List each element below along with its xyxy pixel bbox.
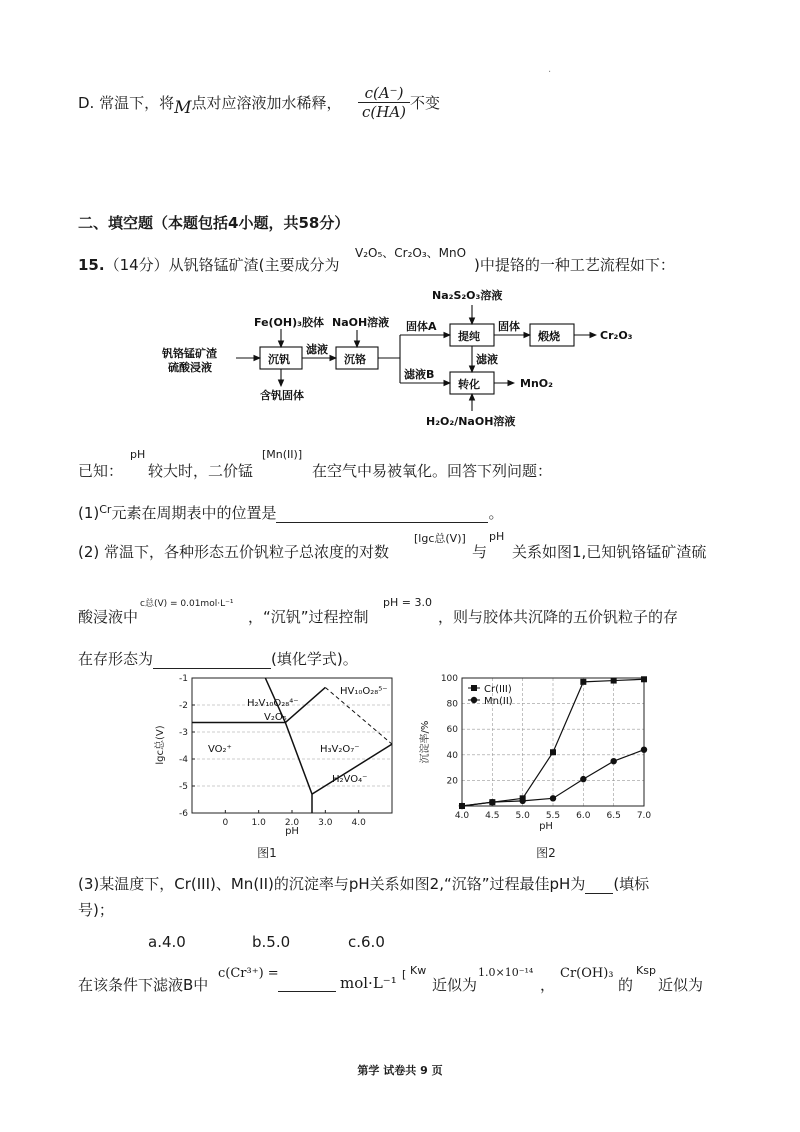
feed-line1: 钒铬锰矿渣 [162,347,217,360]
region-v2o5: V₂O₅ [264,712,287,723]
q2-line3-head: 在存形态为 [78,650,154,668]
box-convert-label: 转化 [458,378,480,391]
known-prefix: 已知： [78,462,124,480]
section-heading: 二、填空题（本题包括4小题，共58分） [78,214,350,232]
q15-points: （14分）从钒铬锰矿渣(主要成分为 [104,256,340,274]
q3-unit: mol·L⁻¹ [340,974,397,992]
q15-line [78,254,340,275]
fig2-ytick-label: 60 [446,725,458,736]
q2-answer-blank[interactable] [153,652,271,669]
fig2-xtick-label: 6.0 [576,811,591,821]
q1-cr: Cr [99,503,112,516]
reagent-na2s2o3: Na₂S₂O₃溶液 [432,289,503,302]
q3-approx2: 近似为 [658,976,704,994]
legend-marker-mn [471,697,477,703]
q15-tail: )中提铬的一种工艺流程如下： [474,256,675,274]
q3-kw: Kw [410,964,427,977]
fig1-xtick-label: 1.0 [251,818,266,828]
reagent-h2o2: H₂O₂/NaOH溶液 [426,415,516,428]
box-cr-label: 沉铬 [344,353,366,366]
known-suffix: 在空气中易被氧化。回答下列问题： [312,462,553,480]
region-h2v10o28: H₂V₁₀O₂₈⁴⁻ [247,698,299,709]
fig2-xtick-label: 6.5 [606,811,621,821]
q3-ph-blank[interactable] [585,877,613,894]
q1-answer-blank[interactable] [276,506,488,523]
q3-option-a: a.4.0 [148,933,186,951]
q2-line1-tail: 关系如图1,已知钒铬锰矿渣硫 [512,543,707,561]
fig1-xtick-label: 2.0 [284,818,300,828]
q3-kw-value: 1.0×10⁻¹⁴ [478,966,534,979]
fig2-point-criii [641,676,647,682]
box-v-label: 沉钒 [268,353,290,366]
fig1-xtick-label: 0 [222,818,229,828]
q2-line1: (2) 常温下，各种形态五价钒粒子总浓度的对数 [78,543,390,561]
fig1-xlabel: pH [285,826,299,837]
q2-line3 [78,648,358,669]
fig2-ylabel: 沉淀率/% [420,720,431,764]
q2-line3-tail: (填化学式)。 [271,650,358,668]
q3-line1-tail: (填标 [613,875,650,893]
fig2-point-mnii [580,776,586,782]
filtrate-b-label: 滤液B [404,368,435,381]
known-ph: pH [130,448,146,461]
q3-option-b: b.5.0 [252,933,291,951]
fig2-point-mnii [459,803,465,809]
fraction-numerator: c(A⁻) [364,84,404,102]
fig1-ytick-label: -5 [179,782,188,792]
option-d [78,92,342,118]
figure-2-precipitation-chart [410,668,660,862]
figure-1-vanadium-diagram [150,668,400,862]
fig2-xtick-label: 4.5 [485,811,500,821]
option-d-middle: 点对应溶液加水稀释， [191,94,342,112]
fig1-caption: 图1 [257,846,277,860]
page-footer: 第学 试卷共 9 页 [357,1064,443,1077]
q3-line2: 号)； [78,901,114,919]
solid-label: 固体 [498,320,520,333]
legend-mn: Mn(II) [484,696,513,707]
feed-line2: 硫酸浸液 [168,361,212,374]
option-d-suffix: 不变 [410,94,441,112]
q3-ccr: c(Cr³⁺) = [218,966,279,981]
fig2-xtick-label: 5.5 [545,811,561,821]
fig2-xtick-label: 4.0 [454,811,470,821]
known-mid: 较大时，二价锰 [148,462,254,480]
fig1-ytick-label: -2 [179,701,188,711]
q3-line1-head: (3)某温度下，Cr(III)、Mn(II)的沉淀率与pH关系如图2,“沉铬”过程最佳pH为 [78,875,586,893]
q3-bracket: [ [402,968,407,981]
q2-ph: pH [489,530,505,543]
fig2-caption: 图2 [536,846,556,860]
region-h3v2o7: H₃V₂O₇⁻ [320,744,360,755]
q3-line1 [78,873,649,894]
reagent-feoh3: Fe(OH)₃胶体 [254,316,324,329]
q3-approx1: 近似为 [432,976,478,994]
point-m: M [174,98,192,118]
top-mark: . [548,64,552,75]
fig2-point-mnii [610,758,616,764]
fig2-ytick-label: 20 [446,776,458,787]
solid-a-label: 固体A [406,320,437,333]
region-hv10o28: HV₁₀O₂₈⁵⁻ [340,686,388,697]
fig2-point-mnii [489,799,495,805]
q2-ph-control: pH = 3.0 [383,596,432,609]
q2-conc: c总(V) = 0.01mol·L⁻¹ [140,599,234,609]
q3-croh3: Cr(OH)₃ [560,966,614,981]
fig1-ytick-label: -1 [179,674,188,684]
product-cr2o3: Cr₂O₃ [600,329,633,342]
known-mn: [Mn(II)] [262,448,303,461]
q1-prefix: (1) [78,504,100,522]
fig1-ytick-label: -4 [179,755,188,765]
fig2-point-criii [611,678,617,684]
q3-comma: ， [540,976,556,994]
q3-ccr-blank[interactable] [278,973,336,992]
q2-with: 与 [472,543,488,561]
fig1-ylabel: lgc总(V) [155,725,166,765]
legend-marker-cr [471,685,477,691]
q2-line2-mid: ，“沉钒”过程控制 [248,608,369,626]
q3-ksp: Ksp [636,964,656,977]
fig2-xtick-label: 5.0 [515,811,530,821]
q2-line2: 酸浸液中 [78,608,139,626]
q1-line [78,502,503,523]
q3-line3-head: 在该条件下滤液B中 [78,976,209,994]
q2-lgc: [lgc总(V)] [414,532,466,545]
fraction-denominator: c(HA) [358,102,410,121]
legend-cr: Cr(III) [484,684,512,695]
region-vo2: VO₂⁺ [208,744,232,755]
filtrate-label-1: 滤液 [306,343,328,356]
fig2-ytick-label: 100 [440,674,458,684]
q1-end: 。 [488,504,504,522]
region-h2vo4: H₂VO₄⁻ [332,774,368,785]
option-d-prefix: D. 常温下，将 [78,94,175,112]
q3-de: 的 [618,976,634,994]
fig1-ytick-label: -3 [179,728,188,738]
fig2-point-mnii [550,795,556,801]
product-mno2: MnO₂ [520,377,553,390]
process-flow-diagram [160,285,680,435]
fig2-point-mnii [641,746,647,752]
fig1-xtick-label: 3.0 [318,818,333,828]
fig2-ytick-label: 40 [446,750,458,761]
fig2-xtick-label: 7.0 [636,811,652,821]
fig2-point-criii [580,679,586,685]
ratio-fraction [358,84,410,121]
q2-line2-tail: ，则与胶体共沉降的五价钒粒子的存 [438,608,679,626]
fig2-ytick-label: 80 [446,699,458,710]
filtrate-label-2: 滤液 [476,353,498,366]
q3-option-c: c.6.0 [348,933,385,951]
fig2-point-criii [550,749,556,755]
fig2-point-mnii [519,798,525,804]
fig1-xtick-label: 4.0 [351,818,366,828]
reagent-naoh: NaOH溶液 [332,316,390,329]
fig1-ytick-label: -6 [179,809,188,819]
q15-components: V₂O₅、Cr₂O₃、MnO [355,246,467,260]
fig2-xlabel: pH [539,821,553,832]
box-calcine-label: 煅烧 [538,330,560,343]
box-purify-label: 提纯 [458,330,480,343]
v-solid-label: 含钒固体 [260,389,304,402]
q15-number: 15. [78,256,105,274]
q1-text: 元素在周期表中的位置是 [111,504,277,522]
